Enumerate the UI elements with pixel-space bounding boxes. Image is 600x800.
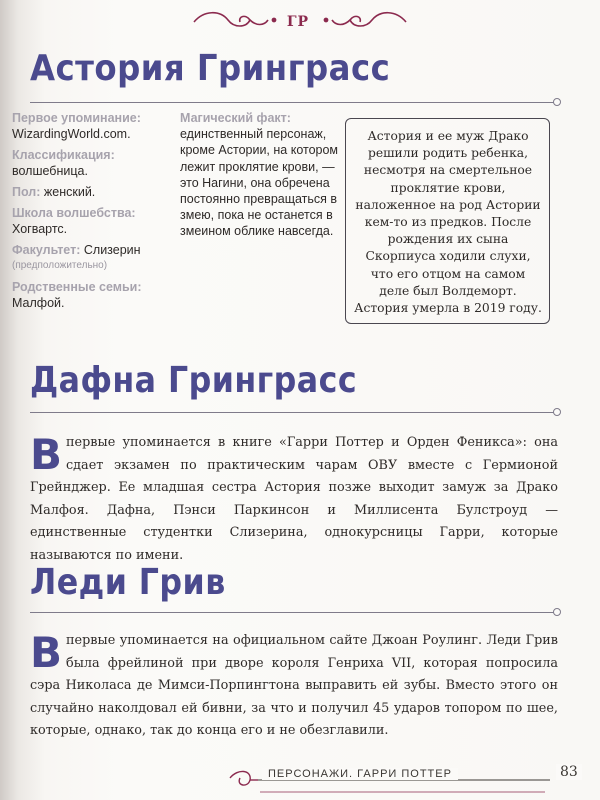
section-title-lady-grieve: Леди Грив xyxy=(30,562,226,603)
section-title-daphne: Дафна Гринграсс xyxy=(30,360,358,401)
fact-list xyxy=(12,110,182,316)
paragraph-text: первые упоминается на официальном сайте Джоан Роулинг. Леди Грив была фрейлиной при дворе короля Генриха VII, которая попросила сэра Николаса де Мимси-Порпингтона выправить ей зубы. Вместо этого он случайно наколдовал ей бивни, за что и получил 45 ударов топором по шее, которые, однако, так до конца его и не обезглавили. xyxy=(30,633,558,738)
section-paragraph xyxy=(30,432,558,567)
fact-label: Школа волшебства: xyxy=(12,206,136,220)
rule-end-ornament xyxy=(553,98,561,106)
drop-cap: В xyxy=(30,628,63,677)
magic-fact-label: Магический факт: xyxy=(180,111,291,125)
magic-fact-text: единственный персонаж, кроме Астории, на котором лежит проклятие крови, — это Нагини, она обречена постоянно превращаться в змею, пока не останется в змеином облике навсегда. xyxy=(180,127,339,239)
drop-cap: В xyxy=(30,430,63,479)
fact-value: волшебница. xyxy=(12,164,88,178)
fact-value: женский. xyxy=(43,185,96,199)
fact-label: Классификация: xyxy=(12,148,115,162)
fact-value: WizardingWorld.com. xyxy=(12,127,131,141)
sidebar-box-text: Астория и ее муж Драко решили родить ребенка, несмотря на смертельное проклятие крови, наложенное на род Астории кем-то из предков. После рождения их сына Скорпиуса ходили слухи, что его отцом на самом деле был Волдеморт. Астория умерла в 2019 году. xyxy=(354,129,542,316)
magic-fact xyxy=(180,110,340,240)
fact-value: Хогвартс. xyxy=(12,222,68,236)
fact-label: Факультет: xyxy=(12,243,81,257)
fact-value: Малфой. xyxy=(12,296,65,310)
page-number: 83 xyxy=(556,764,582,780)
fact-item xyxy=(12,205,182,237)
paragraph-text: первые упоминается в книге «Гарри Поттер и Орден Феникса»: она сдает экзамен по практическим чарам ОВУ вместе с Гермионой Грейнджер. Ее младшая сестра Астория позже выходит замуж за Драко Малфоя. Дафна, Пэнси Паркинсон и Миллисента Булстроуд — единственные студентки Слизерина, однокурсницы Гарри, которые называются по имени. xyxy=(30,435,558,563)
title-underline xyxy=(30,612,558,613)
section-title-astoria: Астория Гринграсс xyxy=(30,48,391,89)
rule-end-ornament xyxy=(553,408,561,416)
fact-label: Пол: xyxy=(12,185,41,199)
fact-item xyxy=(12,279,182,311)
title-underline xyxy=(30,102,558,103)
fact-label: Первое упоминание: xyxy=(12,111,141,125)
fact-value: Слизерин xyxy=(83,243,141,257)
fact-item xyxy=(12,147,182,179)
running-title: ПЕРСОНАЖИ. ГАРРИ ПОТТЕР xyxy=(262,768,458,780)
section-paragraph xyxy=(30,630,558,743)
fact-item xyxy=(12,110,182,142)
chapter-mark: ГР xyxy=(286,14,310,30)
title-underline xyxy=(30,412,558,413)
fact-note: (предположительно) xyxy=(12,260,108,271)
rule-end-ornament xyxy=(553,608,561,616)
fact-item xyxy=(12,184,182,200)
fact-label: Родственные семьи: xyxy=(12,280,142,294)
fact-item xyxy=(12,242,182,274)
